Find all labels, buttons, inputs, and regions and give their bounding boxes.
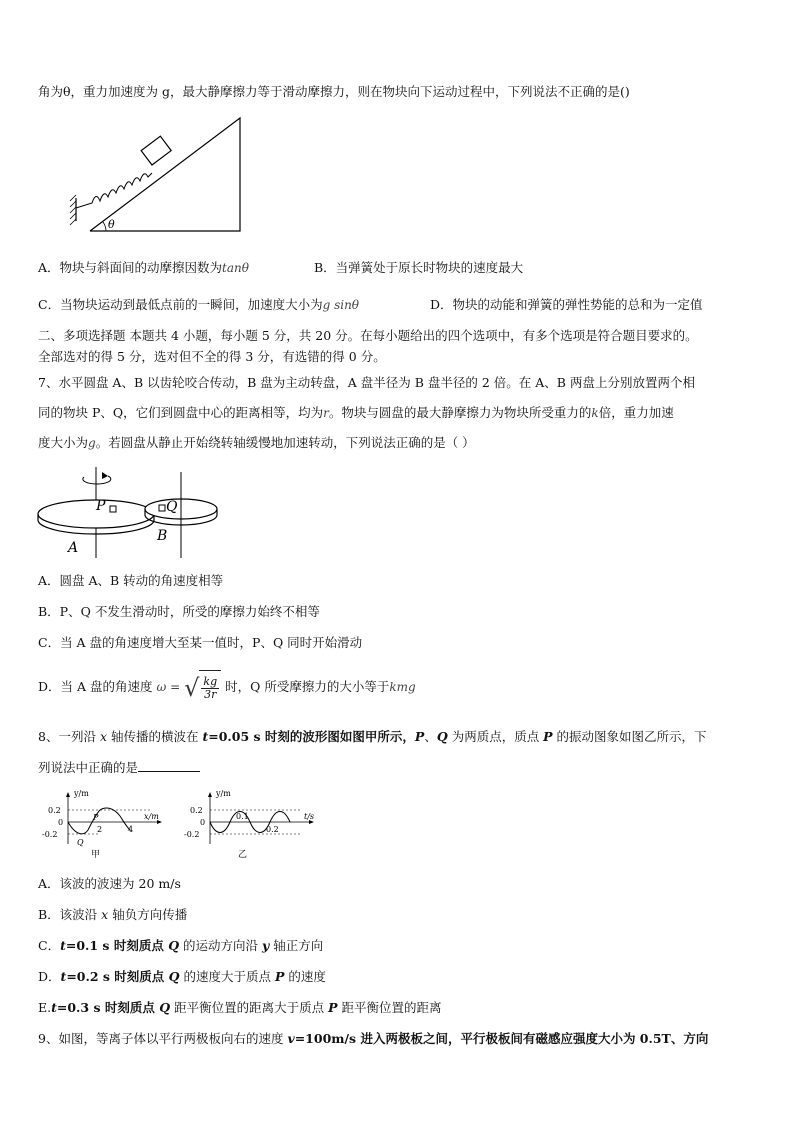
- svg-text:0.2: 0.2: [48, 806, 61, 815]
- q6-option-d: D．物块的动能和弹簧的弹性势能的总和为一定值: [430, 297, 703, 312]
- q8-option-c: C．t=0.1 s 时刻质点 Q 的运动方向沿 y 轴正方向: [38, 938, 324, 953]
- q6-option-c: C．当物块运动到最低点前的一瞬间，加速度大小为g sinθ: [38, 297, 360, 312]
- t-axis-label: t/s: [304, 812, 315, 821]
- q7-option-d: D．当 A 盘的角速度 ω = √ $\frac{kg}{3r}$ 时，Q 所受摩擦力的大小等于kmg: [38, 670, 416, 705]
- q7-option-b: B．P、Q 不发生滑动时，所受的摩擦力始终不相等: [38, 604, 320, 619]
- x-axis-label: x/m: [144, 812, 159, 821]
- q6-stem: 角为θ，重力加速度为 g，最大静摩擦力等于滑动摩擦力，则在物块向下运动过程中，下列说法不正确的是(): [38, 84, 630, 99]
- q7-stem-line1: 7、水平圆盘 A、B 以齿轮咬合传动，B 盘为主动转盘，A 盘半径为 B 盘半径的 2 倍。在 A、B 两盘上分别放置两个相: [38, 375, 695, 390]
- caption-jia: 甲: [91, 850, 101, 860]
- gear-discs-figure: [36, 462, 226, 560]
- vibration-graph-yi: [180, 790, 320, 862]
- q8-option-d: D．t=0.2 s 时刻质点 Q 的速度大于质点 P 的速度: [38, 969, 326, 984]
- point-P: P: [93, 813, 99, 822]
- point-Q: Q: [77, 838, 84, 847]
- svg-text:0.1: 0.1: [236, 812, 249, 821]
- q8-stem-line2: 列说法中正确的是: [38, 759, 200, 777]
- incline-spring-figure: [40, 113, 250, 238]
- q7-option-c: C．当 A 盘的角速度增大至某一值时，P、Q 同时开始滑动: [38, 635, 363, 650]
- q7-stem-line3: 度大小为g。若圆盘从静止开始绕转轴缓慢地加速转动，下列说法正确的是（ ）: [38, 435, 475, 450]
- q6-option-a: A．物块与斜面间的动摩擦因数为tanθ: [38, 260, 249, 275]
- section-instructions: 全部选对的得 5 分，选对但不全的得 3 分，有选错的得 0 分。: [38, 349, 386, 364]
- wave-graph-jia: [40, 790, 170, 862]
- q8-option-b: B．该波沿 x 轴负方向传播: [38, 907, 188, 922]
- q8-stem-line1: 8、一列沿 x 轴传播的横波在 t=0.05 s 时刻的波形图如图甲所示，P、Q 为两质点，质点 P 的振动图象如图乙所示，下: [38, 729, 707, 744]
- answer-blank: [138, 759, 200, 772]
- y-axis-label: y/m: [74, 790, 89, 798]
- svg-text:0: 0: [200, 818, 206, 827]
- theta-label: θ: [108, 218, 115, 231]
- svg-text:4: 4: [128, 825, 134, 834]
- label-B: B: [157, 528, 168, 544]
- q7-stem-line2: 同的物块 P、Q，它们到圆盘中心的距离相等，均为r。物块与圆盘的最大静摩擦力为物块所受重力的k倍，重力加速: [38, 405, 674, 420]
- q6-option-b: B．当弹簧处于原长时物块的速度最大: [314, 260, 524, 275]
- label-Q: Q: [166, 499, 178, 515]
- q8-option-a: A．该波的波速为 20 m/s: [38, 876, 181, 891]
- section-heading: 二、多项选择题 本题共 4 小题，每小题 5 分，共 20 分。在每小题给出的四个选项中，有多个选项是符合题目要求的。: [38, 328, 698, 343]
- svg-text:-0.2: -0.2: [184, 830, 200, 839]
- label-P: P: [96, 498, 106, 514]
- label-A: A: [68, 540, 79, 556]
- q7-option-a: A．圆盘 A、B 转动的角速度相等: [38, 573, 224, 588]
- caption-yi: 乙: [238, 850, 248, 860]
- y-axis-label: y/m: [216, 790, 231, 798]
- q8-option-e: E.t=0.3 s 时刻质点 Q 距平衡位置的距离大于质点 P 距平衡位置的距离: [38, 1000, 442, 1015]
- svg-text:0: 0: [58, 818, 64, 827]
- svg-text:0.2: 0.2: [190, 806, 203, 815]
- svg-text:0.2: 0.2: [266, 825, 279, 834]
- svg-text:-0.2: -0.2: [42, 830, 58, 839]
- svg-text:2: 2: [97, 825, 103, 834]
- q9-stem-line1: 9、如图，等离子体以平行两极板向右的速度 v=100m/s 进入两极板之间，平行极板间有磁感应强度大小为 0.5T、方向: [38, 1031, 709, 1046]
- sqrt-expression: √ $\frac{kg}{3r}$: [184, 670, 221, 705]
